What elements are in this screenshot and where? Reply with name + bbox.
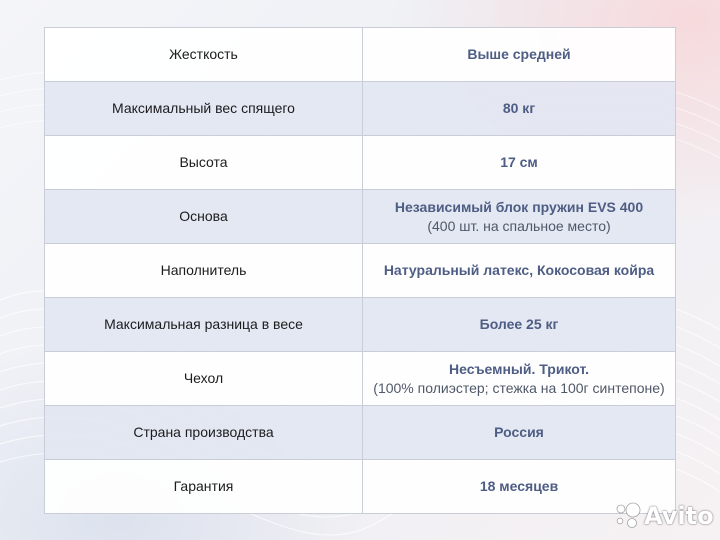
table-row (45, 244, 676, 298)
spec-label-firmness: Жесткость (45, 28, 363, 82)
table-row (45, 190, 676, 244)
spec-value-warranty: 18 месяцев (479, 478, 559, 494)
table-row (45, 28, 676, 82)
spec-value-base: Независимый блок пружин EVS 400 (394, 198, 644, 215)
specification-table (44, 27, 676, 514)
spec-note-base: (400 шт. на спальное место) (427, 217, 611, 234)
table-row (45, 136, 676, 190)
spec-value-cell (363, 190, 676, 244)
spec-note-cover: (100% полиэстер; стежка на 100г синтепоне) (373, 379, 665, 396)
table-row (45, 460, 676, 514)
spec-value-height: 17 см (500, 154, 538, 170)
spec-label-weight-difference: Максимальная разница в весе (45, 298, 363, 352)
spec-value-cell (363, 82, 676, 136)
spec-value-firmness: Выше средней (467, 46, 571, 62)
spec-label-cover: Чехол (45, 352, 363, 406)
spec-value-cell (363, 352, 676, 406)
avito-logo-icon (613, 502, 643, 530)
table-row (45, 298, 676, 352)
spec-value-cell (363, 244, 676, 298)
spec-value-cell (363, 406, 676, 460)
spec-label-filling: Наполнитель (45, 244, 363, 298)
spec-label-max-weight: Максимальный вес спящего (45, 82, 363, 136)
spec-label-height: Высота (45, 136, 363, 190)
avito-watermark (613, 500, 713, 532)
table-row (45, 82, 676, 136)
spec-label-warranty: Гарантия (45, 460, 363, 514)
spec-label-country: Страна производства (45, 406, 363, 460)
spec-value-country: Россия (494, 424, 544, 440)
avito-watermark-text: Avito (644, 502, 714, 530)
table-row (45, 406, 676, 460)
table-row (45, 352, 676, 406)
spec-value-filling: Натуральный латекс, Кокосовая койра (383, 262, 655, 278)
spec-label-base: Основа (45, 190, 363, 244)
spec-value-cell (363, 136, 676, 190)
spec-value-cell (363, 298, 676, 352)
spec-value-cell (363, 28, 676, 82)
spec-value-weight-difference: Более 25 кг (479, 316, 559, 332)
spec-value-cover: Несъемный. Трикот. (449, 360, 589, 377)
spec-value-max-weight: 80 кг (502, 100, 536, 116)
